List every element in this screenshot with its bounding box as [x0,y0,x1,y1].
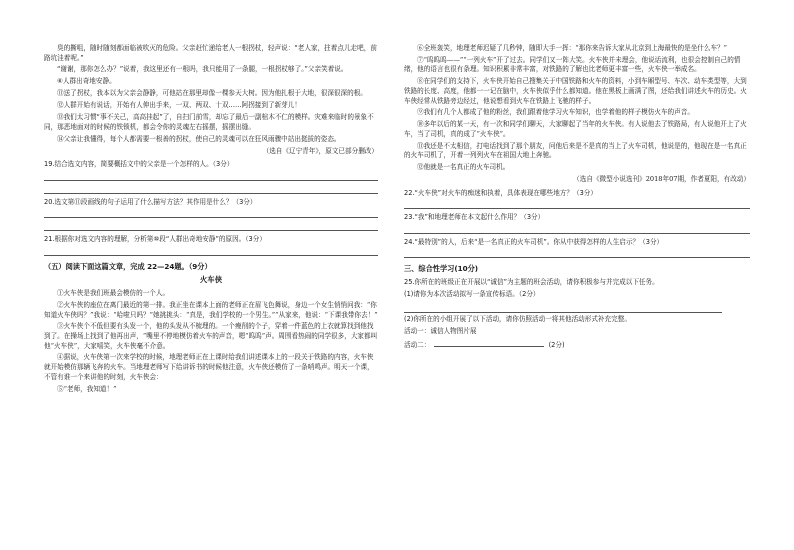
question-25-2: (2)你所在的小组开展了以下活动，请你仿照活动一将其他活动形式补充完整。 [404,314,631,323]
activity-1: 活动一：诚信人物图片展 [404,326,477,335]
article-paragraph: ②火车侠的座位在离门最近的第一排。我正坐在课本上面的老师正在眉飞色舞说，身边一个女生悄悄问我：“你知道火车侠吗？”我说：“哈啦只吗？”她挑挑头：“真是，我们学校的一个男生。”“从家来，他说：“下课我带你去！” [44,300,378,319]
question-23: 23.“我”和地理老师在本文起什么作用？（3分） [404,213,545,222]
right-column [404,44,750,536]
answer-line [404,223,750,234]
article-paragraph: ⑥全班轰笑，地理老师迟疑了几秒钟，随即大手一挥：“那你来告诉大家从北京到上海最快的是坐什么车？” [417,44,728,52]
question-25-1: (1)请你为本次活动拟写一条宣传标语。（2分） [404,289,540,298]
answer-line [404,247,750,258]
question-25: 25.你所在的班级正在开展以“诚信”为主题的班会活动，请你积极参与并完成以下任务。 [404,277,659,286]
article-paragraph: ⑦“呜呜呜——”“一列火车”开了过去。同学们又一阵大笑。火车侠并未理会，他说话流利，也很会控制自己的情绪，他的语言也很有条理。知识积累非常丰富，对铁路的了解也比老师更丰富一些，火车侠一举成名。 [404,55,741,74]
answer-line [404,302,722,313]
article-paragraph: ③火车侠个不低但要有头发一个，他的头发从不梳理的。一个瘦削的个子，穿着一件蓝色的上衣就算找到他找到了。在操场上找到了他再出声，“嘴里不停地模仿着火车的声音，嗯“呜呜”声。周围看热闹的同学很多，大家都叫他“火车侠”，大家嘻笑，火车侠毫不介意。 [44,322,378,350]
question-21: 21.根据你对选文内容的理解，分析第⑩段“人群出奇地安静”的原因。（3分） [44,235,266,244]
paragraph: ⑭父亲让我懂得，每个人都需要一根善的拐杖，使自己的灵魂可以在狂风雨骤中站出挺拔的姿态。 [57,134,341,143]
article-paragraph: ⑩多年以后的某一天，有一次和同学们聊天，大家聊起了当年的火车侠。有人说他去了铁路局，有人说他开上了火车，当了司机，真的成了“火车侠”。 [404,120,747,138]
article-paragraph: ⑨我们有几个人都成了他的粉丝，我们跟着他学习火车知识，也学着他的样子模仿火车的声音。 [417,108,694,117]
answer-line [44,245,378,256]
article-paragraph: ⑧在同学们的支持下，火车侠开始自己搜集关于中国铁路和火车的资料，小到车厢型号、车次、动车类型等，大到铁路的长度、高度，他都一一记在脑中，火车侠似乎什么都知道。他在黑板上画满了图，还给我们讲述火车的历史。火车侠经常从铁路旁边经过，他说想看到火车在铁路上飞驰的样子。 [404,77,747,105]
section-5-heading: （五）阅读下面这篇文章，完成 22—24题。（9分） [44,261,212,271]
paragraph: “谢谢，那你怎么办？”说着，我这里还有一根吗，我只能用了一条腿，一根拐杖够了。”父亲笑着说。 [57,65,348,74]
paragraph: ⑪送了拐杖，我本以为父亲会静静，可他站在那里却像一棵参天大树。因为他扎根于大地，很深很深的根。 [57,89,367,98]
paragraph: 臭的撕咀，随时随刻都面临被吹灭的危险。父亲赶忙递给老人一根拐杖，轻声说：“老人家，拄着点儿走吧，前路坑洼着呢。” [44,44,377,62]
activity-2-label: 活动二： [404,340,431,349]
answer-line [44,207,378,218]
citation-2: （选自《微型小说选刊》2018年07期，作者夏阳，有改动） [573,175,750,184]
article-paragraph: ⑫他就是一名真正的火车司机。 [417,163,510,172]
article-paragraph: ⑪我还是不太相信，打电话找到了那个朋友，问他后来是不是真的当上了火车司机，他说是的，他现在是一名真正的火车司机了，开着一列列火车在祖国大地上奔驰。 [404,141,747,160]
article-paragraph: ⑤“老师，我知道！” [57,384,117,393]
activity-2 [404,339,750,351]
article-paragraph: ①火车侠是我们班最会模仿的一个人。 [57,289,170,298]
question-19: 19.结合选文内容，简要概括文中的父亲是一个怎样的人。（3分） [44,160,234,169]
question-20: 20.选文第⑪段画线的句子运用了什么描写方法？其作用是什么？（3分） [44,197,257,206]
question-22: 22.“火车侠”对火车的痴迷和执着，具体表现在哪些地方？（3分） [404,188,597,197]
section-3-heading: 三、综合性学习(10分) [404,264,479,274]
answer-line [44,220,378,231]
paragraph: ⑥人群出奇地安静。 [57,77,116,86]
activity-2-blank [434,339,544,347]
citation-1: （选自《辽宁青年》，原文已部分删改） [262,146,378,155]
activity-2-points: (2分) [548,340,565,349]
paragraph: ⑬我们太习惯“事不关己，高高挂起”了，自扫门前雪，却忘了最后一副棺木不仁的模样。灾难来临时的景象不同，那恶地面对的时候的铁锁机，都会令你的灵魂左右摇摆，摇摆出缝。 [44,113,374,131]
answer-line [44,170,378,181]
article-title: 火车侠 [199,275,223,285]
paragraph: ⑫人群开始有说话，开始有人伸出手来，一双、两双、十双……阿拐接到了新芽儿！ [57,101,301,110]
left-column [44,44,378,536]
question-24: 24.“最特别”的人，后来“是一名真正的火车司机”。你从中获得怎样的人生启示？（3分） [404,237,664,246]
answer-line [44,183,378,194]
article-paragraph: ④据说，火车侠第一次来学校的时候，地理老师正在上课时给我们讲述课本上的一段关于铁路的内容，火车侠就开始模仿那辆飞奔的火车。当地理老师写下给讲诉书的时候他注意，火车侠还模仿了一条哨鸣声。明天一个课，不管有谁一个来讲他的时刻，火车侠会： [44,353,374,381]
answer-line [404,198,750,209]
